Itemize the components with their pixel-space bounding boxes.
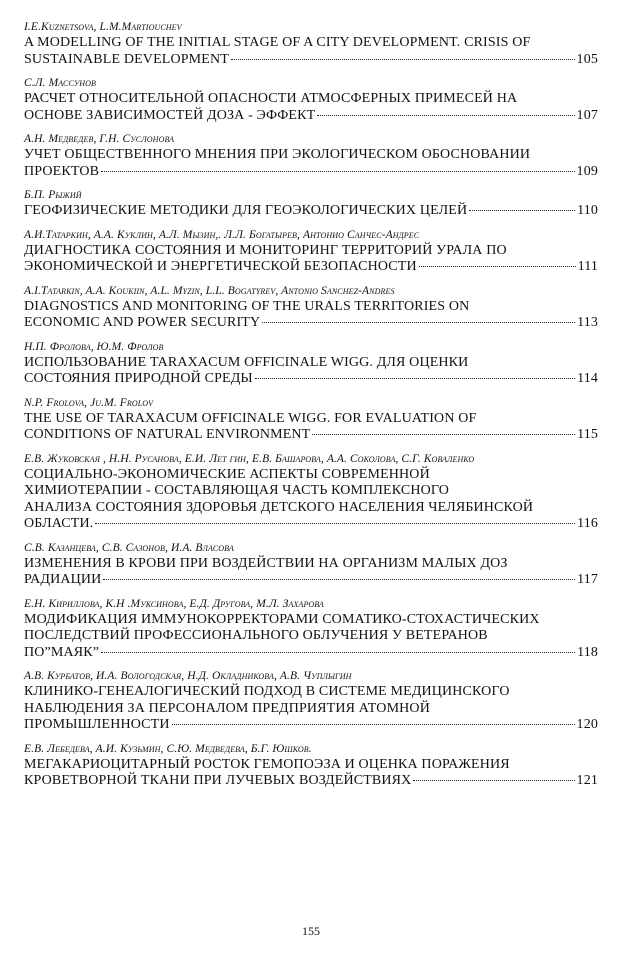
toc-entry — [24, 76, 598, 124]
dot-leader — [413, 780, 574, 781]
entry-page-number: 118 — [577, 644, 598, 660]
entry-page-number: 114 — [577, 371, 598, 386]
toc-entry — [24, 742, 598, 790]
dot-leader — [231, 59, 575, 60]
entry-page-number: 121 — [576, 773, 598, 788]
entry-title — [24, 147, 598, 180]
entry-title-line: ECONOMIC AND POWER SECURITY — [24, 315, 261, 330]
entry-authors: А.В. Курбатов, И.А. Вологодская, Н.Д. Окладникова, А.В. Чуплыгин — [24, 670, 352, 682]
entry-title — [24, 91, 598, 124]
entry-title-line: ПОСЛЕДСТВИЙ ПРОФЕССИОНАЛЬНОГО ОБЛУЧЕНИЯ У ВЕТЕРАНОВ — [24, 628, 488, 643]
entry-authors: A.I.Tatarkin, A.A. Koukiin, A.L. Myzin, L.L. Bogatyrev, Antonio Sanchez-Andres — [24, 284, 395, 297]
toc-entry — [24, 340, 598, 388]
entry-title-line: РАДИАЦИИ — [24, 572, 102, 587]
entry-authors: Н.П. Фролова, Ю.М. Фролов — [24, 340, 164, 353]
entry-title-line: МОДИФИКАЦИЯ ИММУНОКОРРЕКТОРАМИ СОМАТИКО-СТОХАСТИЧЕСКИХ — [24, 611, 540, 627]
entry-title-line: УЧЕТ ОБЩЕСТВЕННОГО МНЕНИЯ ПРИ ЭКОЛОГИЧЕСКОМ ОБОСНОВАНИИ — [24, 147, 531, 162]
entry-authors: С.Л. Массунов — [24, 77, 97, 89]
entry-title — [24, 299, 598, 332]
entry-title-last-line — [24, 315, 598, 332]
toc-entry — [24, 597, 598, 662]
entry-title-line: ПО”МАЯК” — [24, 644, 100, 660]
entry-title-last-line — [24, 717, 598, 734]
entry-title — [24, 355, 598, 388]
entry-page-number: 109 — [576, 163, 598, 179]
entry-title-line: ИСПОЛЬЗОВАНИЕ TARAXACUM OFFICINALE WIGG. ДЛЯ ОЦЕНКИ — [24, 354, 469, 370]
entry-title-line: СОЦИАЛЬНО-ЭКОНОМИЧЕСКИЕ АСПЕКТЫ СОВРЕМЕННОЙ — [24, 466, 430, 482]
entry-title — [24, 757, 598, 790]
entry-title — [24, 556, 598, 589]
entry-page-number: 110 — [577, 203, 598, 218]
entry-title-line: ОСНОВЕ ЗАВИСИМОСТЕЙ ДОЗА - ЭФФЕКТ — [24, 107, 316, 123]
entry-page-number: 115 — [577, 427, 598, 442]
entry-title — [24, 203, 598, 220]
dot-leader — [101, 171, 574, 172]
toc-entry — [24, 452, 598, 533]
entry-title-last-line — [24, 516, 598, 533]
entry-title-line: SUSTAINABLE DEVELOPMENT — [24, 51, 229, 67]
entry-title-line: СОСТОЯНИЯ ПРИРОДНОЙ СРЕДЫ — [24, 371, 253, 386]
entry-page-number: 116 — [577, 516, 598, 531]
dot-leader — [95, 523, 575, 524]
entry-title-line: ПРОМЫШЛЕННОСТИ — [24, 717, 170, 732]
entry-page-number: 120 — [576, 717, 598, 732]
dot-leader — [419, 266, 576, 267]
entry-title-line: ОБЛАСТИ. — [24, 516, 94, 531]
entry-title-line: ГЕОФИЗИЧЕСКИЕ МЕТОДИКИ ДЛЯ ГЕОЭКОЛОГИЧЕСКИХ ЦЕЛЕЙ — [24, 203, 468, 218]
entry-title-last-line — [24, 164, 598, 181]
entry-title — [24, 612, 598, 662]
entry-authors: I.E.Kuznetsova, L.M.Martiouchev — [24, 21, 182, 33]
entry-title-line: АНАЛИЗА СОСТОЯНИЯ ЗДОРОВЬЯ ДЕТСКОГО НАСЕЛЕНИЯ ЧЕЛЯБИНСКОЙ — [24, 499, 534, 515]
toc-entry — [24, 188, 598, 220]
entry-title-line: ПРОЕКТОВ — [24, 163, 100, 179]
entry-title-last-line — [24, 371, 598, 388]
entry-title-line: КРОВЕТВОРНОЙ ТКАНИ ПРИ ЛУЧЕВЫХ ВОЗДЕЙСТВИЯХ — [24, 773, 412, 788]
entry-page-number: 105 — [576, 51, 598, 67]
entry-authors: N.P. Frolova, Ju.M. Frolov — [24, 396, 154, 409]
toc-entry — [24, 284, 598, 332]
dot-leader — [262, 322, 575, 323]
entry-page-number: 107 — [576, 107, 598, 123]
entry-title — [24, 411, 598, 444]
entry-page-number: 117 — [577, 572, 598, 587]
entry-title-line: ХИМИОТЕРАПИИ - СОСТАВЛЯЮЩАЯ ЧАСТЬ КОМПЛЕКСНОГО — [24, 483, 450, 498]
entry-authors: Б.П. Рыжий — [24, 189, 82, 201]
toc-entry — [24, 541, 598, 589]
dot-leader — [312, 434, 575, 435]
entry-title-last-line — [24, 52, 598, 69]
dot-leader — [103, 579, 575, 580]
toc-entry — [24, 669, 598, 734]
entry-authors: Е.Н. Кириллова, К.Н .Муксинова, Е.Д. Другова, М.Л. Захарова — [24, 597, 324, 610]
entry-title-last-line — [24, 427, 598, 444]
entry-title — [24, 243, 598, 276]
entry-title — [24, 467, 598, 533]
entry-title-last-line — [24, 203, 598, 220]
entry-title-line: A MODELLING OF THE INITIAL STAGE OF A CITY DEVELOPMENT. CRISIS OF — [24, 35, 531, 50]
entry-authors: Е.В. Жуковская , Н.Н. Русанова, Е.И. Лет гин, Е.В. Башарова, А.А. Соколова, С.Г. Коваленко — [24, 452, 475, 465]
entry-title-last-line — [24, 645, 598, 662]
dot-leader — [172, 724, 575, 725]
dot-leader — [317, 115, 574, 116]
entry-title-line: ИЗМЕНЕНИЯ В КРОВИ ПРИ ВОЗДЕЙСТВИИ НА ОРГАНИЗМ МАЛЫХ ДОЗ — [24, 555, 508, 571]
toc-entry — [24, 20, 598, 68]
entry-title — [24, 35, 598, 68]
entry-title-line: НАБЛЮДЕНИЯ ЗА ПЕРСОНАЛОМ ПРЕДПРИЯТИЯ АТОМНОЙ — [24, 700, 430, 716]
page-number: 155 — [302, 924, 320, 938]
entry-title-last-line — [24, 572, 598, 589]
entry-page-number: 113 — [577, 315, 598, 330]
dot-leader — [255, 378, 575, 379]
entry-title-line: КЛИНИКО-ГЕНЕАЛОГИЧЕСКИЙ ПОДХОД В СИСТЕМЕ МЕДИЦИНСКОГО — [24, 684, 510, 699]
dot-leader — [469, 210, 575, 211]
toc-entry — [24, 396, 598, 444]
entry-title-line: ДИАГНОСТИКА СОСТОЯНИЯ И МОНИТОРИНГ ТЕРРИТОРИЙ УРАЛА ПО — [24, 242, 507, 258]
dot-leader — [101, 652, 575, 653]
entry-title-last-line — [24, 108, 598, 125]
entry-title — [24, 684, 598, 734]
entry-title-line: РАСЧЕТ ОТНОСИТЕЛЬНОЙ ОПАСНОСТИ АТМОСФЕРНЫХ ПРИМЕСЕЙ НА — [24, 91, 518, 106]
entry-title-line: МЕГАКАРИОЦИТАРНЫЙ РОСТОК ГЕМОПОЭЗА И ОЦЕНКА ПОРАЖЕНИЯ — [24, 756, 510, 772]
entry-title-last-line — [24, 259, 598, 276]
entry-title-line: THE USE OF TARAXACUM OFFICINALE WIGG. FOR EVALUATION OF — [24, 410, 477, 426]
entry-authors: Е.В. Лебедева, А.И. Кузьмин, С.Ю. Медведева, Б.Г. Юшков. — [24, 742, 312, 755]
toc-entry — [24, 228, 598, 276]
entry-title-line: ЭКОНОМИЧЕСКОЙ И ЭНЕРГЕТИЧЕСКОЙ БЕЗОПАСНОСТИ — [24, 259, 417, 274]
entry-authors: С.В. Казанцева, С.В. Сазонов, И.А. Власова — [24, 541, 234, 554]
entry-title-line: DIAGNOSTICS AND MONITORING OF THE URALS TERRITORIES ON — [24, 298, 470, 314]
entry-title-last-line — [24, 773, 598, 790]
table-of-contents — [24, 20, 598, 798]
entry-page-number: 111 — [577, 259, 598, 274]
entry-title-line: CONDITIONS OF NATURAL ENVIRONMENT — [24, 427, 311, 442]
entry-authors: А.Н. Медведев, Г.Н. Суслонова — [24, 133, 175, 145]
entry-authors: А.И.Татаркин, А.А. Куклин, А.Л. Мызин,. Л.Л. Богатырев, Антонио Санчес-Андрес — [24, 228, 420, 241]
toc-entry — [24, 132, 598, 180]
